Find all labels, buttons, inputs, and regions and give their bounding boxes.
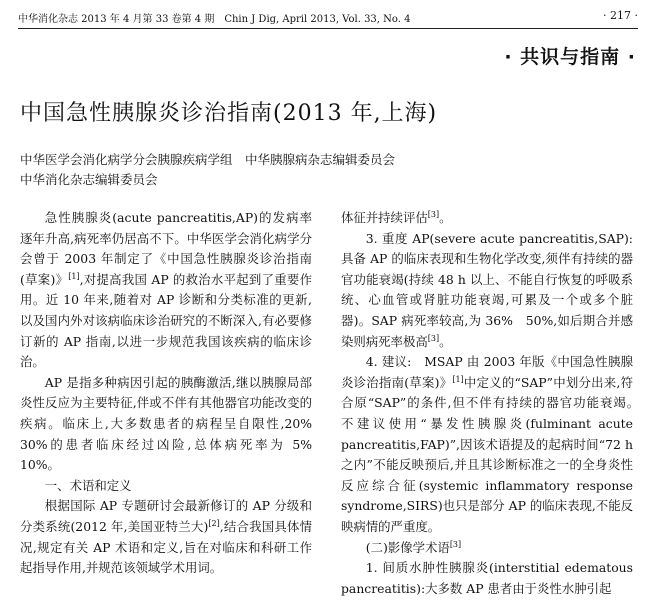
paragraph-text: 急性胰腺炎(acute pancreatitis,AP)的发病率逐年升高,病死率仍居高不下。中华医学会消化病学分会曾于 2003 年制定了《中国急性胰腺炎诊治指南(草案)》 [20, 210, 312, 287]
page-number: · 217 · [603, 9, 638, 22]
reference-marker: [3] [449, 539, 462, 549]
paragraph-continued [341, 208, 633, 229]
paragraph-text: 3. 重度 AP(severe acute pancreatitis,SAP):具备 AP 的临床表现和生物化学改变,须伴有持续的器官功能衰竭(持续 48 h 以上、不能自行恢复的呼吸系统、心血管或肾脏功能衰竭,可累及一个或多个脏器)。SAP 病死率较高,为 36% 50%,如后期合并感染则病死率极高 [341, 230, 633, 349]
paragraph-text: 4. 建议: MSAP 由 2003 年版《中国急性胰腺炎诊治指南(草案)》 [341, 354, 633, 390]
reference-marker: [3] [427, 333, 440, 343]
paragraph-text: 体征并持续评估 [341, 210, 428, 225]
section-tag: · 共识与指南 · [504, 46, 636, 68]
left-column [20, 208, 325, 579]
heading-text: (二)影像学术语 [365, 539, 450, 555]
section-heading-imaging [341, 538, 633, 559]
paragraph-text: ,结合我国具体情况,规定有关 AP 术语和定义,旨在对临床和科研工作起指导作用,并规范该领域学术用词。 [20, 518, 312, 576]
reference-marker: [1] [68, 271, 80, 281]
reference-marker: [3] [427, 209, 440, 219]
paragraph-text: 。 [439, 210, 452, 225]
section-heading-terms: 一、术语和定义 [44, 477, 132, 493]
paragraph-recommendation [341, 352, 646, 537]
paragraph-severe-ap [341, 229, 633, 353]
author-line: 中华医学会消化病学分会胰腺疾病学组 中华胰腺病杂志编辑委员会 [20, 152, 396, 167]
paragraph-text: 。 [439, 333, 452, 349]
right-column [341, 208, 646, 599]
paragraph-text: 根据国际 AP 专题研讨会最新修订的 AP 分级和分类系统(2012 年,美国亚特兰大) [20, 498, 312, 534]
article-title: 中国急性胰腺炎诊治指南(2013 年,上海) [20, 101, 438, 126]
author-line: 中华消化杂志编辑委员会 [20, 172, 158, 187]
paragraph-text: ,对提高我国 AP 的救治水平起到了重要作用。近 10 年来,随着对 AP 诊断和分类标准的更新,以及国内外对该病临床诊治研究的不断深入,有必要修订新的 AP 指南,以进一步规范我国该疾病的临床诊治。 [20, 271, 312, 370]
paragraph-definition: AP 是指多种病因引起的胰酶激活,继以胰腺局部炎性反应为主要特征,伴或不伴有其他器官功能改变的疾病。临床上,大多数患者的病程呈自限性,20% 30%的患者临床经过凶险,总体病死率为 5% 10%。 [20, 374, 325, 473]
paragraph-interstitial: 1. 间质水肿性胰腺炎(interstitial edematous pancreatitis):大多数 AP 患者由于炎性水肿引起 [341, 560, 633, 596]
paragraph-text: 中定义的“SAP”中划分出来,符合原“SAP”的条件,但不伴有持续的器官功能衰竭。 不建议使用“暴发性胰腺炎(fulminant acute pancreatitis,FAP)”,因该术语提及的起病时间“72 h 之内”不能反映预后,并且其诊断标准之一的全身炎性反应综合征(systemic inflammatory response syndrome,SIRS)也只是部分 AP 的临床表现,不能反映病情的严重度。 [341, 374, 646, 534]
paragraph-intro [20, 208, 312, 373]
running-header [18, 6, 638, 29]
author-block [20, 150, 395, 190]
reference-marker: [1] [452, 374, 464, 384]
paragraph-classification [20, 496, 312, 578]
reference-marker: [2] [208, 518, 220, 528]
journal-citation-line: 中华消化杂志 2013 年 4 月第 33 卷第 4 期 Chin J Dig, April 2013, Vol. 33, No. 4 [18, 14, 411, 25]
